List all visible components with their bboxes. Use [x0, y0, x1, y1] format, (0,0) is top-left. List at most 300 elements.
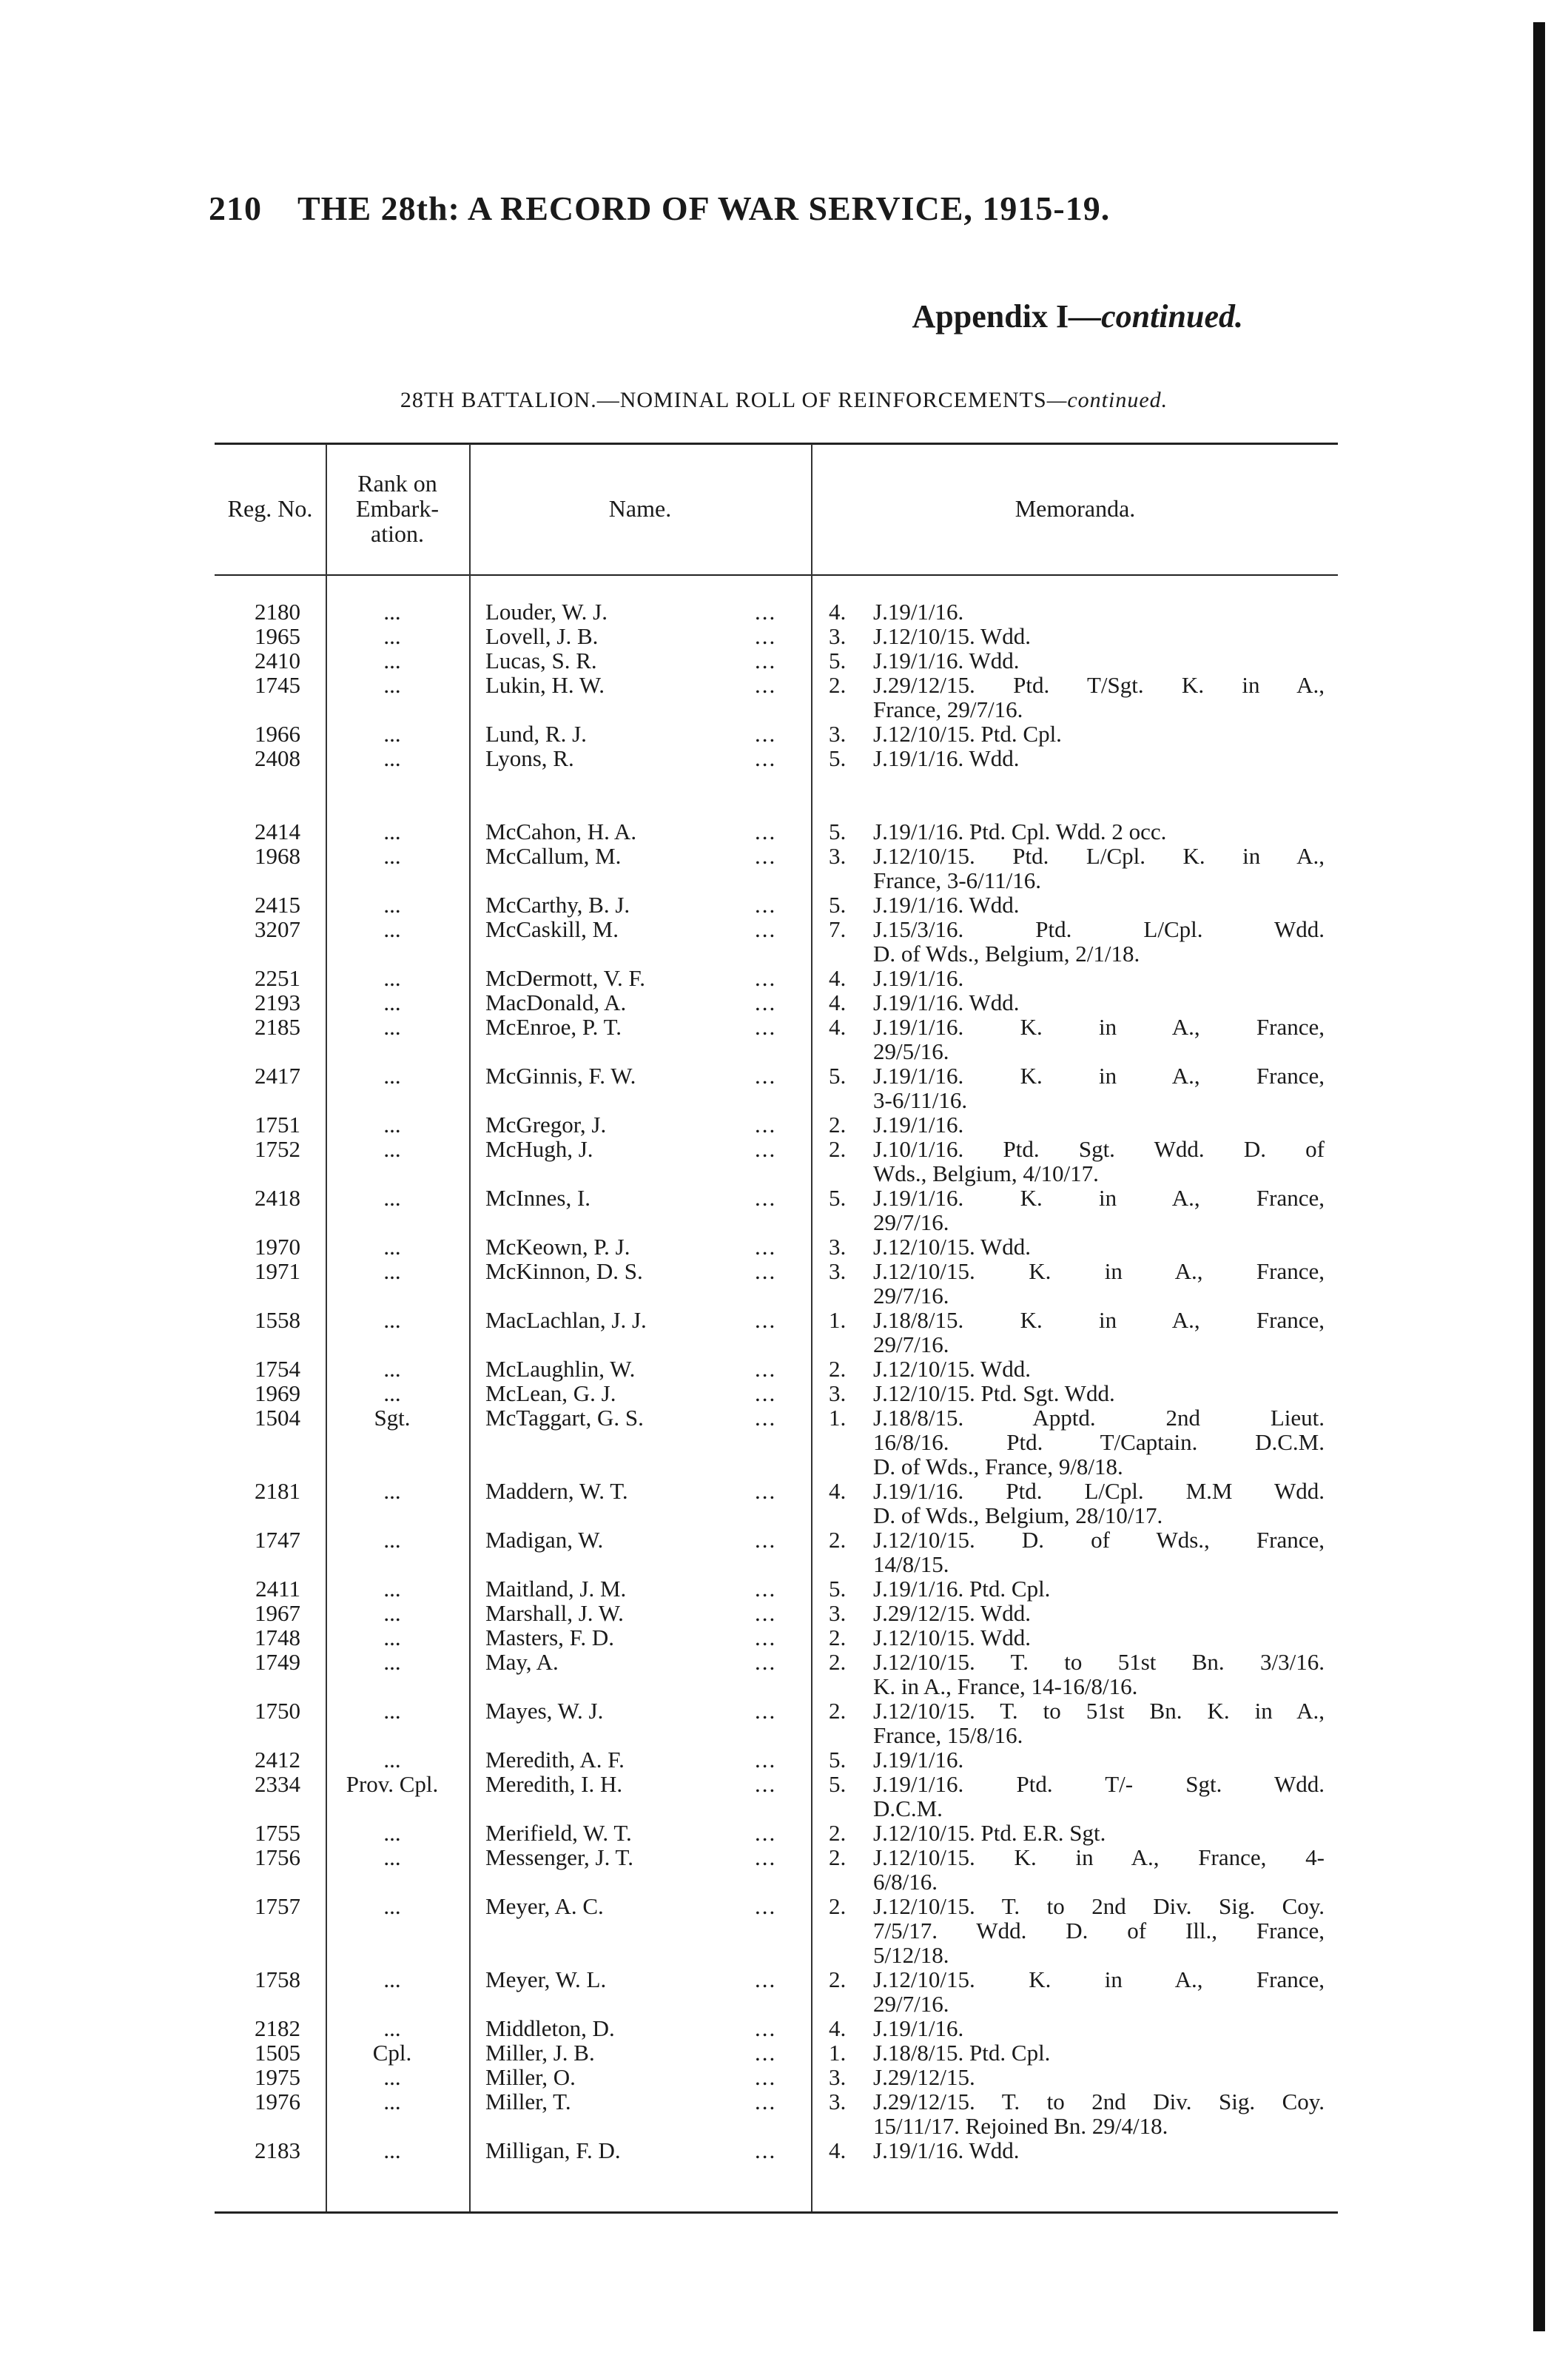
- table-top-rule: [215, 443, 1338, 445]
- memo-line: J.19/1/16.: [873, 599, 964, 625]
- reinforcement-number: 4.: [829, 599, 847, 625]
- memo-line: J.18/8/15. Apptd. 2nd Lieut.: [873, 1405, 1325, 1431]
- memo-line: J.19/1/16. Wdd.: [873, 745, 1020, 771]
- soldier-name: McLean, G. J.: [485, 1380, 616, 1406]
- memo-line: J.19/1/16. Ptd. Cpl. Wdd. 2 occ.: [873, 819, 1167, 844]
- leader-dots: ...: [755, 1136, 777, 1162]
- rank: ...: [383, 745, 401, 771]
- rank: ...: [383, 1234, 401, 1260]
- roll-entry: [215, 917, 1339, 966]
- roll-entry: [215, 1137, 1339, 1186]
- roll-entry: [215, 2089, 1339, 2138]
- reg-number: 1976: [255, 2089, 300, 2114]
- rank: Prov. Cpl.: [346, 1771, 439, 1797]
- reinforcement-number: 2.: [829, 1844, 847, 1870]
- soldier-name: Mayes, W. J.: [485, 1698, 604, 1724]
- memo-line: J.19/1/16.: [873, 1747, 964, 1773]
- soldier-name: Lund, R. J.: [485, 721, 587, 747]
- soldier-name: Lovell, J. B.: [485, 623, 599, 649]
- soldier-name: McCarthy, B. J.: [485, 892, 630, 918]
- memo-line: 14/8/15.: [873, 1551, 949, 1577]
- memo-line: 29/7/16.: [873, 1283, 949, 1308]
- reg-number: 2183: [255, 2137, 300, 2163]
- reg-number: 1971: [255, 1258, 300, 1284]
- soldier-name: Middleton, D.: [485, 2015, 615, 2041]
- memo-line: D. of Wds., Belgium, 28/10/17.: [873, 1502, 1163, 1528]
- reg-number: 1758: [255, 1966, 300, 1992]
- memo-line: 29/7/16.: [873, 1209, 949, 1235]
- soldier-name: McKinnon, D. S.: [485, 1258, 643, 1284]
- reg-number: 2181: [255, 1478, 300, 1504]
- leader-dots: ...: [755, 1698, 777, 1724]
- leader-dots: ...: [755, 1258, 777, 1284]
- soldier-name: Milligan, F. D.: [485, 2137, 621, 2163]
- leader-dots: ...: [755, 1625, 777, 1650]
- memo-line: J.29/12/15. Wdd.: [873, 1600, 1031, 1626]
- reinforcement-number: 7.: [829, 916, 847, 942]
- appendix-continued: —continued.: [1069, 298, 1243, 335]
- rank: Cpl.: [372, 2040, 412, 2066]
- leader-dots: ...: [755, 965, 777, 991]
- reg-number: 2193: [255, 990, 300, 1015]
- table-subtitle: [0, 388, 1568, 413]
- memo-line: J.12/10/15. Wdd.: [873, 1234, 1031, 1260]
- rank-header-line: ation.: [371, 520, 424, 547]
- leader-dots: ...: [755, 1966, 777, 1992]
- running-title: THE 28th: A RECORD OF WAR SERVICE, 1915-19.: [297, 189, 1111, 227]
- reg-number: 1755: [255, 1820, 300, 1846]
- reinforcement-number: 3.: [829, 843, 847, 869]
- reinforcement-number: 4.: [829, 990, 847, 1015]
- memo-line: J.19/1/16. K. in A., France,: [873, 1185, 1325, 1211]
- rank: ...: [383, 892, 401, 918]
- memo-line: J.12/10/15. Wdd.: [873, 623, 1031, 649]
- rank: ...: [383, 1014, 401, 1040]
- memo-line: J.12/10/15. T. to 51st Bn. 3/3/16.: [873, 1649, 1325, 1675]
- rank: ...: [383, 1820, 401, 1846]
- page-edge-binding: [1533, 22, 1545, 2331]
- roll-entry: [215, 2016, 1339, 2040]
- memo-line: J.19/1/16. Wdd.: [873, 892, 1020, 918]
- reg-number: 1751: [255, 1112, 300, 1138]
- leader-dots: ...: [755, 1234, 777, 1260]
- soldier-name: Maitland, J. M.: [485, 1576, 627, 1602]
- reg-number: 1969: [255, 1380, 300, 1406]
- soldier-name: McInnes, I.: [485, 1185, 591, 1211]
- reg-number: 1975: [255, 2064, 300, 2090]
- soldier-name: Meyer, A. C.: [485, 1893, 604, 1919]
- memo-line: J.12/10/15. K. in A., France,: [873, 1258, 1325, 1284]
- soldier-name: McLaughlin, W.: [485, 1356, 636, 1382]
- memo-line: 5/12/18.: [873, 1942, 949, 1968]
- leader-dots: ...: [755, 2064, 777, 2090]
- leader-dots: ...: [755, 721, 777, 747]
- roll-entry: [215, 1576, 1339, 1601]
- memo-line: France, 15/8/16.: [873, 1722, 1023, 1748]
- roll-entry: [215, 893, 1339, 917]
- soldier-name: Miller, T.: [485, 2089, 571, 2114]
- reg-number: 2412: [255, 1747, 300, 1773]
- reinforcement-number: 2.: [829, 1136, 847, 1162]
- roll-entry: [215, 722, 1339, 746]
- leader-dots: ...: [755, 1600, 777, 1626]
- reg-number: 2180: [255, 599, 300, 625]
- roll-entry: [215, 1112, 1339, 1137]
- leader-dots: ...: [755, 1405, 777, 1431]
- reg-number: 1965: [255, 623, 300, 649]
- roll-entry: [215, 1405, 1339, 1479]
- memo-line: J.19/1/16. K. in A., France,: [873, 1063, 1325, 1089]
- memo-line: J.19/1/16. Wdd.: [873, 2137, 1020, 2163]
- reinforcement-number: 5.: [829, 1747, 847, 1773]
- reg-number: 2414: [255, 819, 300, 844]
- column-header-rank: [327, 471, 468, 546]
- leader-dots: ...: [755, 1747, 777, 1773]
- roll-entry: [215, 1259, 1339, 1308]
- reinforcement-number: 4.: [829, 965, 847, 991]
- soldier-name: Miller, J. B.: [485, 2040, 595, 2066]
- soldier-name: MacDonald, A.: [485, 990, 627, 1015]
- rank: ...: [383, 1698, 401, 1724]
- memo-line: 7/5/17. Wdd. D. of Ill., France,: [873, 1918, 1325, 1944]
- leader-dots: ...: [755, 1771, 777, 1797]
- memo-line: 16/8/16. Ptd. T/Captain. D.C.M.: [873, 1429, 1325, 1455]
- reinforcement-number: 5.: [829, 1185, 847, 1211]
- roll-entry: [215, 1894, 1339, 1967]
- soldier-name: McKeown, P. J.: [485, 1234, 630, 1260]
- soldier-name: Lucas, S. R.: [485, 648, 597, 673]
- rank: ...: [383, 2015, 401, 2041]
- leader-dots: ...: [755, 990, 777, 1015]
- reinforcement-number: 4.: [829, 1478, 847, 1504]
- roll-entry: [215, 1015, 1339, 1064]
- memo-line: 15/11/17. Rejoined Bn. 29/4/18.: [873, 2113, 1168, 2139]
- reinforcement-number: 2.: [829, 672, 847, 698]
- appendix-heading: [0, 298, 1243, 335]
- subtitle-text: 28TH BATTALION.—NOMINAL ROLL OF REINFORCEMENTS: [400, 388, 1047, 412]
- memo-line: J.12/10/15. Ptd. E.R. Sgt.: [873, 1820, 1106, 1846]
- reg-number: 2185: [255, 1014, 300, 1040]
- leader-dots: ...: [755, 2015, 777, 2041]
- rank: ...: [383, 623, 401, 649]
- soldier-name: McEnroe, P. T.: [485, 1014, 622, 1040]
- roll-entry: [215, 1772, 1339, 1821]
- soldier-name: McDermott, V. F.: [485, 965, 645, 991]
- roll-entry: [215, 1528, 1339, 1576]
- roll-entry: [215, 1650, 1339, 1699]
- memo-line: J.19/1/16. Ptd. Cpl.: [873, 1576, 1051, 1602]
- rank: ...: [383, 672, 401, 698]
- rank: ...: [383, 1576, 401, 1602]
- roll-entry: [215, 673, 1339, 722]
- roll-entry: [215, 1699, 1339, 1747]
- soldier-name: Meredith, A. F.: [485, 1747, 625, 1773]
- memo-line: J.19/1/16.: [873, 1112, 964, 1138]
- memo-line: J.19/1/16. Wdd.: [873, 990, 1020, 1015]
- reg-number: 1504: [255, 1405, 300, 1431]
- memo-line: J.18/8/15. Ptd. Cpl.: [873, 2040, 1051, 2066]
- roll-entry: [215, 1747, 1339, 1772]
- memo-line: J.12/10/15. T. to 2nd Div. Sig. Coy.: [873, 1893, 1325, 1919]
- reinforcement-number: 5.: [829, 1771, 847, 1797]
- rank: ...: [383, 1112, 401, 1138]
- soldier-name: Marshall, J. W.: [485, 1600, 624, 1626]
- rank: ...: [383, 1185, 401, 1211]
- subtitle-continued: —continued.: [1046, 388, 1168, 412]
- rank: ...: [383, 1258, 401, 1284]
- soldier-name: Lyons, R.: [485, 745, 574, 771]
- reinforcement-number: 2.: [829, 1820, 847, 1846]
- rank: ...: [383, 1966, 401, 1992]
- reinforcement-number: 3.: [829, 2064, 847, 2090]
- reg-number: 2415: [255, 892, 300, 918]
- memo-line: J.12/10/15. Wdd.: [873, 1356, 1031, 1382]
- reinforcement-number: 3.: [829, 1258, 847, 1284]
- roll-entry: [215, 819, 1339, 844]
- memo-line: K. in A., France, 14-16/8/16.: [873, 1673, 1138, 1699]
- reg-number: 1745: [255, 672, 300, 698]
- reg-number: 2182: [255, 2015, 300, 2041]
- reinforcement-number: 1.: [829, 2040, 847, 2066]
- leader-dots: ...: [755, 892, 777, 918]
- reinforcement-number: 2.: [829, 1966, 847, 1992]
- reinforcement-number: 5.: [829, 892, 847, 918]
- roll-entry: [215, 1381, 1339, 1405]
- memo-line: J.19/1/16. Ptd. T/- Sgt. Wdd.: [873, 1771, 1325, 1797]
- memo-line: D. of Wds., Belgium, 2/1/18.: [873, 941, 1140, 967]
- soldier-name: Merifield, W. T.: [485, 1820, 632, 1846]
- memo-line: France, 29/7/16.: [873, 696, 1023, 722]
- roll-entry: [215, 624, 1339, 648]
- soldier-name: MacLachlan, J. J.: [485, 1307, 647, 1333]
- roll-entry: [215, 746, 1339, 770]
- reg-number: 1966: [255, 721, 300, 747]
- leader-dots: ...: [755, 1185, 777, 1211]
- reg-number: 1967: [255, 1600, 300, 1626]
- reg-number: 2411: [255, 1576, 300, 1602]
- memo-line: J.18/8/15. K. in A., France,: [873, 1307, 1325, 1333]
- reinforcement-number: 3.: [829, 1234, 847, 1260]
- page-number: 210: [209, 189, 262, 227]
- reg-number: 1748: [255, 1625, 300, 1650]
- reinforcement-number: 4.: [829, 2137, 847, 2163]
- memo-line: J.12/10/15. K. in A., France,: [873, 1966, 1325, 1992]
- roll-entry: [215, 1601, 1339, 1625]
- memo-line: J.19/1/16. Wdd.: [873, 648, 1020, 673]
- roll-entry: [215, 1308, 1339, 1357]
- memo-line: 29/7/16.: [873, 1991, 949, 2017]
- memo-line: J.19/1/16.: [873, 2015, 964, 2041]
- reinforcement-number: 2.: [829, 1893, 847, 1919]
- memo-line: J.12/10/15. D. of Wds., France,: [873, 1527, 1325, 1553]
- soldier-name: Meredith, I. H.: [485, 1771, 623, 1797]
- rank: ...: [383, 1893, 401, 1919]
- reinforcement-number: 4.: [829, 1014, 847, 1040]
- roll-entry: [215, 648, 1339, 673]
- roll-entry: [215, 1479, 1339, 1528]
- reinforcement-number: 3.: [829, 721, 847, 747]
- roll-entry: [215, 2138, 1339, 2163]
- soldier-name: McTaggart, G. S.: [485, 1405, 644, 1431]
- reinforcement-number: 5.: [829, 819, 847, 844]
- rank-header-line: Embark-: [356, 495, 439, 522]
- rank: ...: [383, 2089, 401, 2114]
- memo-line: 29/7/16.: [873, 1331, 949, 1357]
- rank: ...: [383, 599, 401, 625]
- reinforcement-number: 5.: [829, 1063, 847, 1089]
- memo-line: D.C.M.: [873, 1795, 943, 1821]
- rank: ...: [383, 1844, 401, 1870]
- reinforcement-number: 3.: [829, 2089, 847, 2114]
- reg-number: 1558: [255, 1307, 300, 1333]
- reg-number: 2418: [255, 1185, 300, 1211]
- rank: Sgt.: [374, 1405, 411, 1431]
- memo-line: D. of Wds., France, 9/8/18.: [873, 1454, 1123, 1479]
- rank: ...: [383, 916, 401, 942]
- roll-entry: [215, 844, 1339, 893]
- leader-dots: ...: [755, 916, 777, 942]
- rank: ...: [383, 1478, 401, 1504]
- roll-entry: [215, 2065, 1339, 2089]
- leader-dots: ...: [755, 2089, 777, 2114]
- reinforcement-number: 1.: [829, 1307, 847, 1333]
- leader-dots: ...: [755, 1576, 777, 1602]
- rank: ...: [383, 843, 401, 869]
- reg-number: 2410: [255, 648, 300, 673]
- leader-dots: ...: [755, 1063, 777, 1089]
- leader-dots: ...: [755, 1649, 777, 1675]
- memo-line: 3-6/11/16.: [873, 1087, 968, 1113]
- column-header-reg: Reg. No.: [227, 495, 313, 522]
- memo-line: Wds., Belgium, 4/10/17.: [873, 1160, 1099, 1186]
- reg-number: 1752: [255, 1136, 300, 1162]
- leader-dots: ...: [755, 1844, 777, 1870]
- reg-number: 2417: [255, 1063, 300, 1089]
- reinforcement-number: 5.: [829, 745, 847, 771]
- reg-number: 1968: [255, 843, 300, 869]
- leader-dots: ...: [755, 599, 777, 625]
- rank: ...: [383, 2064, 401, 2090]
- table-bottom-rule: [215, 2211, 1338, 2214]
- memo-line: J.12/10/15. Ptd. Cpl.: [873, 721, 1062, 747]
- roll-entry: [215, 1625, 1339, 1650]
- soldier-name: May, A.: [485, 1649, 559, 1675]
- reinforcement-number: 5.: [829, 1576, 847, 1602]
- soldier-name: Meyer, W. L.: [485, 1966, 607, 1992]
- reg-number: 2408: [255, 745, 300, 771]
- rank: ...: [383, 1527, 401, 1553]
- reinforcement-number: 3.: [829, 623, 847, 649]
- roll-entry: [215, 1967, 1339, 2016]
- soldier-name: McGregor, J.: [485, 1112, 607, 1138]
- leader-dots: ...: [755, 1380, 777, 1406]
- memo-line: J.19/1/16. K. in A., France,: [873, 1014, 1325, 1040]
- memo-line: 6/8/16.: [873, 1869, 938, 1895]
- rank: ...: [383, 990, 401, 1015]
- memo-line: 29/5/16.: [873, 1038, 949, 1064]
- memo-line: J.12/10/15. Ptd. L/Cpl. K. in A.,: [873, 843, 1325, 869]
- leader-dots: ...: [755, 1527, 777, 1553]
- reinforcement-number: 4.: [829, 2015, 847, 2041]
- reinforcement-number: 2.: [829, 1527, 847, 1553]
- soldier-name: McCallum, M.: [485, 843, 622, 869]
- reinforcement-number: 2.: [829, 1112, 847, 1138]
- reinforcement-number: 5.: [829, 648, 847, 673]
- rank: ...: [383, 1380, 401, 1406]
- reinforcement-number: 2.: [829, 1649, 847, 1675]
- column-header-memoranda: Memoranda.: [1015, 495, 1136, 522]
- reg-number: 3207: [255, 916, 300, 942]
- soldier-name: Messenger, J. T.: [485, 1844, 633, 1870]
- memo-line: J.12/10/15. K. in A., France, 4-: [873, 1844, 1325, 1870]
- soldier-name: Miller, O.: [485, 2064, 576, 2090]
- rank: ...: [383, 1625, 401, 1650]
- reinforcement-number: 2.: [829, 1625, 847, 1650]
- rank: ...: [383, 1136, 401, 1162]
- appendix-title: Appendix I: [912, 298, 1069, 335]
- leader-dots: ...: [755, 672, 777, 698]
- leader-dots: ...: [755, 819, 777, 844]
- reinforcement-number: 2.: [829, 1356, 847, 1382]
- rank: ...: [383, 819, 401, 844]
- leader-dots: ...: [755, 2040, 777, 2066]
- running-head: [209, 189, 1319, 248]
- reg-number: 2251: [255, 965, 300, 991]
- reg-number: 1747: [255, 1527, 300, 1553]
- soldier-name: McGinnis, F. W.: [485, 1063, 636, 1089]
- rank: ...: [383, 1747, 401, 1773]
- rank: ...: [383, 648, 401, 673]
- roll-entry: [215, 2040, 1339, 2065]
- leader-dots: ...: [755, 1356, 777, 1382]
- reg-number: 1749: [255, 1649, 300, 1675]
- reg-number: 1756: [255, 1844, 300, 1870]
- roll-entry: [215, 599, 1339, 624]
- memo-line: France, 3-6/11/16.: [873, 867, 1041, 893]
- roll-entry: [215, 1234, 1339, 1259]
- nominal-roll: [215, 599, 1339, 2191]
- reinforcement-number: 2.: [829, 1698, 847, 1724]
- roll-entry: [215, 1357, 1339, 1381]
- reinforcement-number: 3.: [829, 1600, 847, 1626]
- memo-line: J.12/10/15. Wdd.: [873, 1625, 1031, 1650]
- leader-dots: ...: [755, 843, 777, 869]
- reg-number: 1750: [255, 1698, 300, 1724]
- soldier-name: Lukin, H. W.: [485, 672, 605, 698]
- leader-dots: ...: [755, 1014, 777, 1040]
- soldier-name: Madigan, W.: [485, 1527, 604, 1553]
- reinforcement-number: 3.: [829, 1380, 847, 1406]
- soldier-name: McHugh, J.: [485, 1136, 593, 1162]
- soldier-name: Masters, F. D.: [485, 1625, 615, 1650]
- reg-number: 2334: [255, 1771, 300, 1797]
- roll-entry: [215, 966, 1339, 990]
- rank: ...: [383, 1600, 401, 1626]
- memo-line: J.10/1/16. Ptd. Sgt. Wdd. D. of: [873, 1136, 1325, 1162]
- roll-entry: [215, 1186, 1339, 1234]
- rank: ...: [383, 721, 401, 747]
- rank: ...: [383, 1356, 401, 1382]
- leader-dots: ...: [755, 745, 777, 771]
- memo-line: J.12/10/15. Ptd. Sgt. Wdd.: [873, 1380, 1115, 1406]
- rank: ...: [383, 965, 401, 991]
- memo-line: J.19/1/16.: [873, 965, 964, 991]
- leader-dots: ...: [755, 1820, 777, 1846]
- roll-entry: [215, 1821, 1339, 1845]
- memo-line: J.29/12/15.: [873, 2064, 975, 2090]
- rank: ...: [383, 1063, 401, 1089]
- reg-number: 1505: [255, 2040, 300, 2066]
